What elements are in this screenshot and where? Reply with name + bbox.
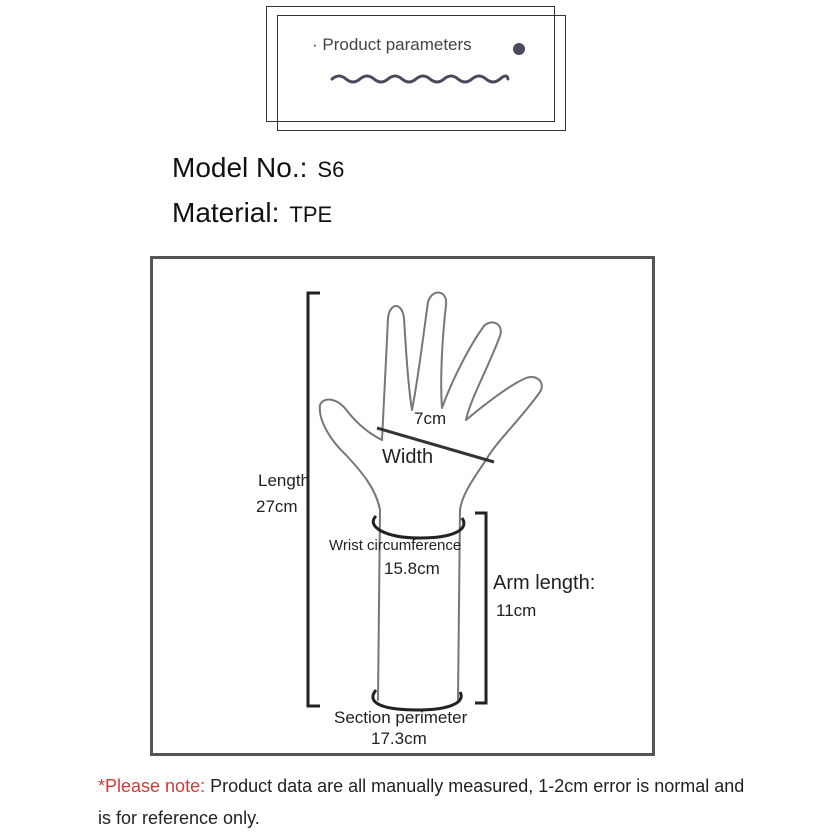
wrist-circumference-arc — [373, 516, 464, 538]
wrist-circumference-value: 15.8cm — [384, 559, 440, 578]
measurement-note — [98, 770, 758, 834]
arm-length-value: 11cm — [496, 601, 537, 620]
section-perimeter-arc — [373, 690, 461, 710]
palm-width-value: 7cm — [414, 409, 447, 428]
length-label: Length — [258, 471, 310, 490]
wrist-circumference-label: Wrist circumference — [329, 537, 462, 554]
palm-width-label: Width — [382, 446, 434, 468]
note-prefix: *Please note: — [98, 776, 206, 796]
material-value: TPE — [289, 202, 333, 227]
hand-outline — [320, 293, 542, 510]
arm-length-bracket — [475, 513, 486, 703]
length-value: 27cm — [256, 497, 298, 516]
length-bracket — [308, 293, 320, 706]
section-perimeter-label: Section perimeter — [334, 708, 468, 727]
section-perimeter-value: 17.3cm — [371, 729, 427, 748]
header-title: · Product parameters — [312, 35, 472, 54]
arm-length-label: Arm length: — [493, 572, 596, 594]
model-number-value: S6 — [317, 157, 345, 182]
model-number-label: Model No.: — [172, 152, 308, 183]
material-label: Material: — [172, 197, 280, 228]
note-text: Product data are all manually measured, 1-2cm error is normal and is for reference only. — [98, 776, 745, 828]
